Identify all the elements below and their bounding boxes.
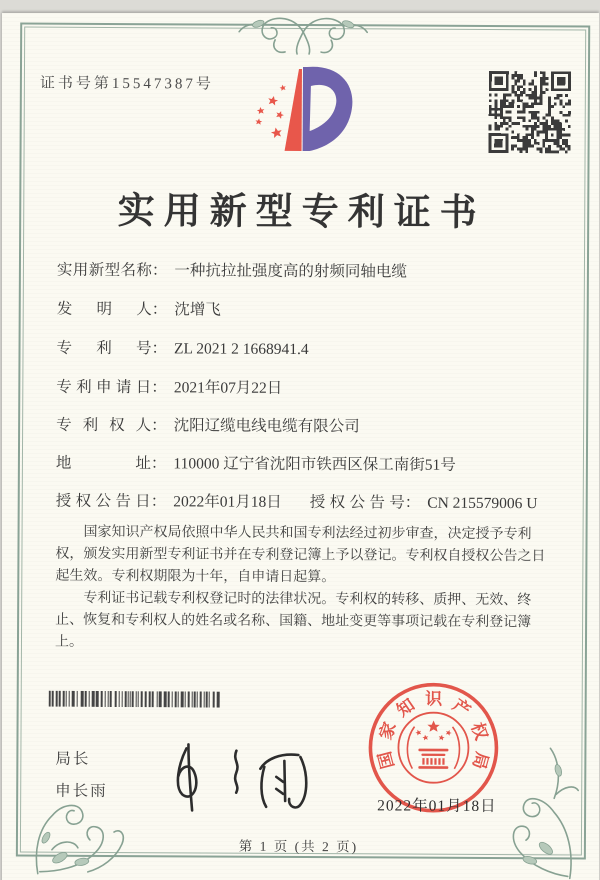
field-label: 专利号: [56, 339, 152, 358]
field-row-patentee: 专利权人： 沈阳辽缆电线电缆有限公司: [56, 413, 360, 437]
field-value: 一种抗拉扯强度高的射频同轴电缆: [174, 262, 408, 281]
field-row-grant: 授权公告日： 2022年01月18日 授权公告号： CN 215579006 U: [56, 489, 538, 514]
grant-number: CN 215579006 U: [427, 494, 538, 513]
seal-date: 2022年01月18日: [377, 797, 497, 816]
svg-text:识: 识: [425, 689, 443, 709]
svg-text:权: 权: [467, 720, 491, 743]
top-border-ornament-icon: [213, 10, 393, 57]
official-name: 申长雨: [55, 782, 108, 800]
field-value: 110000 辽宁省沈阳市铁西区保工南街51号: [173, 455, 456, 474]
field-value: ZL 2021 2 1668941.4: [173, 340, 309, 359]
bottom-left-ornament-icon: [26, 780, 145, 880]
certificate-number: 证书号第15547387号: [39, 75, 214, 93]
svg-text:局: 局: [468, 749, 492, 772]
grant-date: 2022年01月18日: [173, 493, 282, 511]
certificate-title: 实用新型专利证书: [117, 191, 486, 234]
field-row-inventor: 发明人： 沈增飞: [57, 297, 221, 320]
field-row-address: 地址： 110000 辽宁省沈阳市铁西区保工南街51号: [56, 451, 456, 475]
page-number: 第 1 页 (共 2 页): [238, 838, 359, 855]
svg-text:产: 产: [449, 695, 474, 721]
legal-paragraph-2: 专利证书记载专利权登记时的法律状况。专利权的转移、质押、无效、终止、恢复和专利权人的姓名或名称、国籍、地址变更等事项记载在专利登记簿上。: [54, 590, 532, 650]
field-label: 实用新型名称: [56, 261, 152, 280]
barcode: [49, 691, 223, 708]
field-value: 2021年07月22日: [173, 379, 283, 397]
field-label: 专利权人: [56, 416, 152, 435]
svg-text:国: 国: [375, 749, 398, 771]
svg-text:家: 家: [376, 719, 400, 743]
field-value: 沈阳辽缆电线电缆有限公司: [173, 417, 360, 436]
director-signature: [148, 724, 333, 815]
svg-text:知: 知: [393, 695, 419, 721]
field-label: 授权公告日: [55, 492, 151, 511]
field-value: 沈增飞: [174, 301, 221, 319]
field-row-patent-number: 专利号： ZL 2021 2 1668941.4: [56, 336, 308, 359]
field-row-invention-name: 实用新型名称： 一种抗拉扯强度高的射频同轴电缆: [57, 258, 407, 282]
qr-code: [488, 71, 572, 153]
field-label: 发明人: [56, 300, 152, 319]
field-row-filing-date: 专利申请日： 2021年07月22日: [56, 375, 282, 398]
legal-statement: [55, 522, 552, 657]
field-label: 地址: [55, 454, 151, 473]
field-label: 专利申请日: [56, 378, 152, 397]
cnipa-logo-icon: [231, 57, 372, 172]
certificate-paper: [2, 13, 599, 880]
legal-paragraph-1: 国家知识产权局依照中华人民共和国专利法经过初步审查，决定授予专利权，颁发实用新型专利证书并在专利登记簿上予以登记。专利权自授权公告之日起生效。专利权期限为十年，自申请日起算。: [55, 524, 546, 586]
field-label: 授权公告号: [309, 494, 405, 512]
official-title: 局长: [55, 750, 91, 768]
